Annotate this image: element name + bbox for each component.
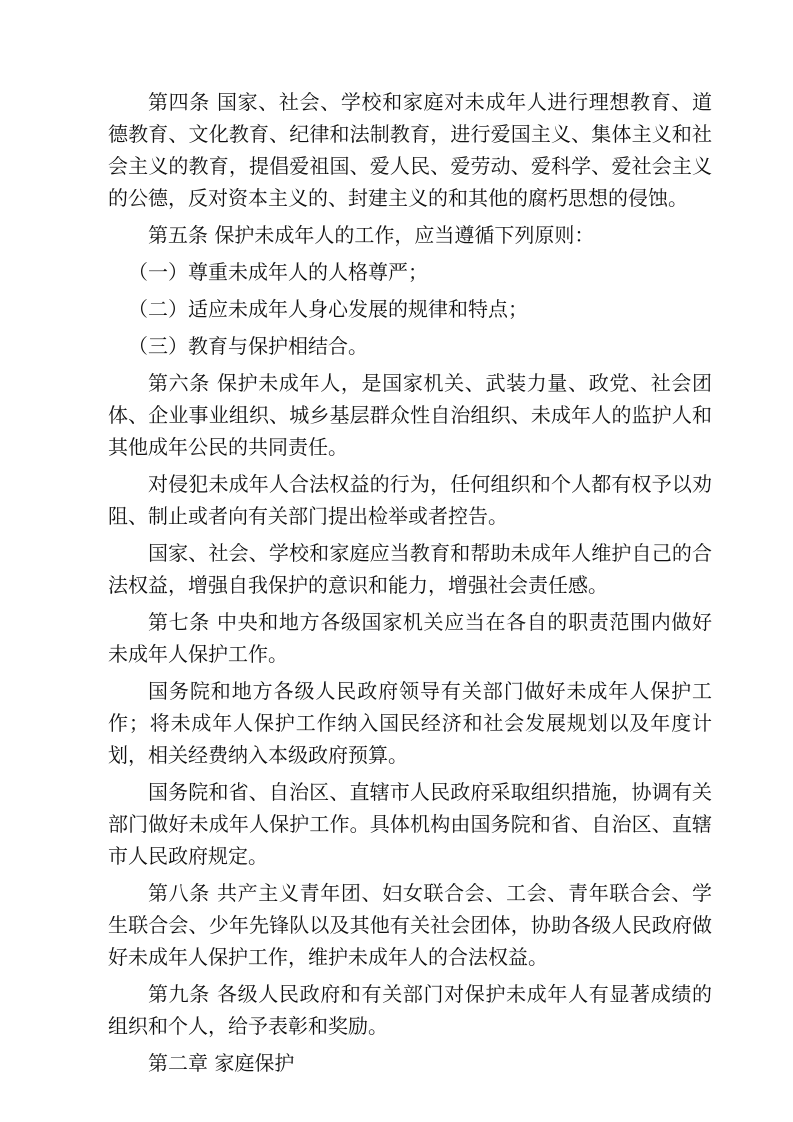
article-7-paragraph-3: 国务院和省、自治区、直辖市人民政府采取组织措施，协调有关部门做好未成年人保护工作。具体机构由国务院和省、自治区、直辖市人民政府规定。 [108, 780, 712, 868]
article-8-paragraph: 第八条 共产主义青年团、妇女联合会、工会、青年联合会、学生联合会、少年先锋队以及其他有关社会团体，协助各级人民政府做好未成年人保护工作，维护未成年人的合法权益。 [108, 881, 712, 969]
document-page [108, 86, 712, 1084]
article-6-paragraph-3: 国家、社会、学校和家庭应当教育和帮助未成年人维护自己的合法权益，增强自我保护的意识和能力，增强社会责任感。 [108, 541, 712, 597]
chapter-2-heading: 第二章 家庭保护 [148, 1051, 295, 1075]
article-4-paragraph: 第四条 国家、社会、学校和家庭对未成年人进行理想教育、道德教育、文化教育、纪律和法制教育，进行爱国主义、集体主义和社会主义的教育，提倡爱祖国、爱人民、爱劳动、爱科学、爱社会主义的公德，反对资本主义的、封建主义的和其他的腐朽思想的侵蚀。 [108, 90, 712, 210]
article-7-paragraph-2: 国务院和地方各级人民政府领导有关部门做好未成年人保护工作；将未成年人保护工作纳入国民经济和社会发展规划以及年度计划，相关经费纳入本级政府预算。 [108, 679, 712, 767]
article-7-paragraph: 第七条 中央和地方各级国家机关应当在各自的职责范围内做好未成年人保护工作。 [108, 610, 712, 666]
article-5-item-1: （一）尊重未成年人的人格尊严； [128, 260, 428, 284]
article-9-paragraph: 第九条 各级人民政府和有关部门对保护未成年人有显著成绩的组织和个人，给予表彰和奖励。 [108, 982, 712, 1038]
article-5-paragraph: 第五条 保护未成年人的工作，应当遵循下列原则： [148, 223, 595, 247]
article-6-paragraph-2: 对侵犯未成年人合法权益的行为，任何组织和个人都有权予以劝阻、制止或者向有关部门提出检举或者控告。 [108, 472, 712, 528]
article-5-item-3: （三）教育与保护相结合。 [128, 334, 368, 358]
article-5-item-2: （二）适应未成年人身心发展的规律和特点； [128, 297, 528, 321]
article-6-paragraph: 第六条 保护未成年人，是国家机关、武装力量、政党、社会团体、企业事业组织、城乡基层群众性自治组织、未成年人的监护人和其他成年公民的共同责任。 [108, 371, 712, 459]
